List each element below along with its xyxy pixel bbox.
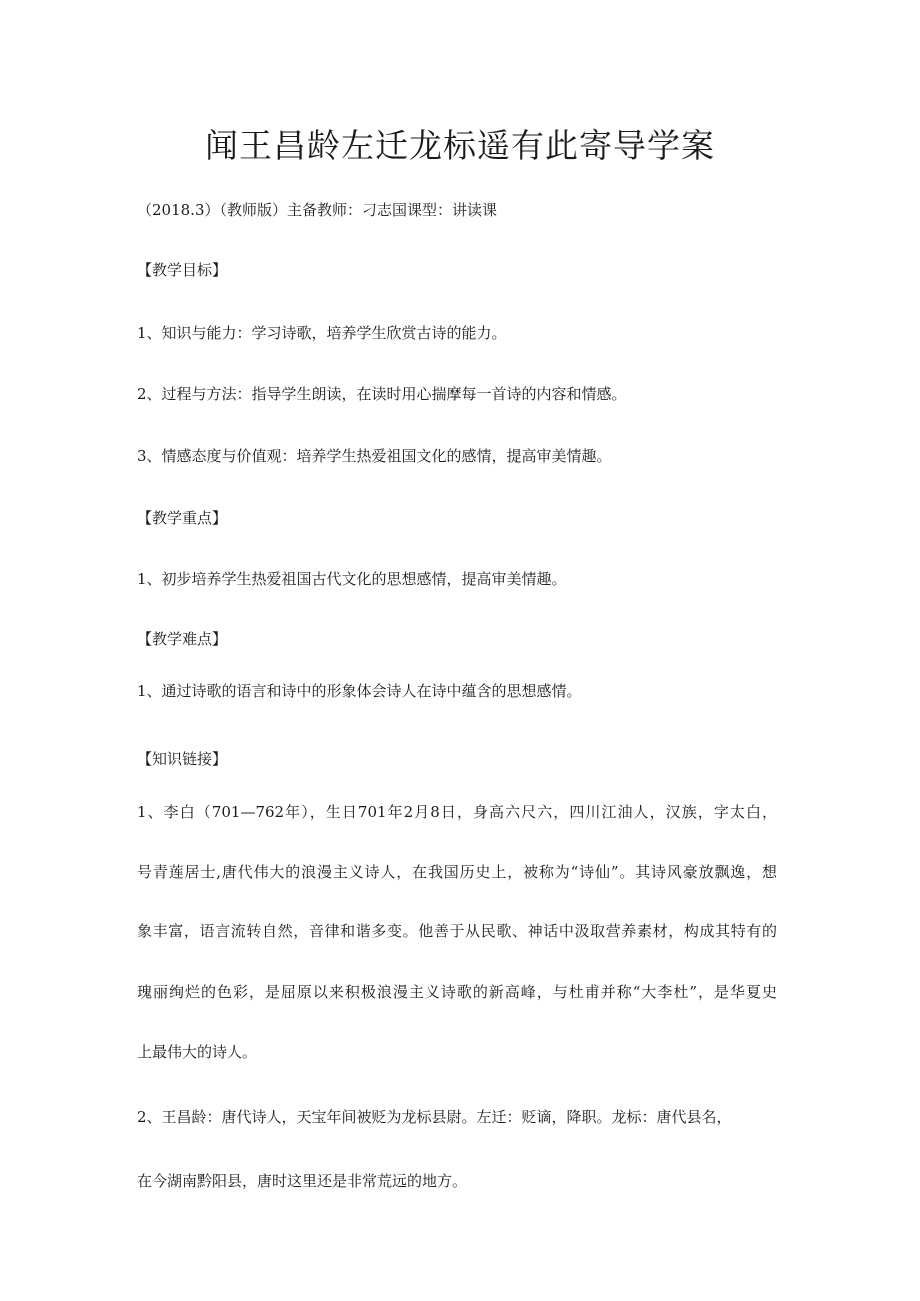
paragraph-line: 2、王昌龄：唐代诗人，天宝年间被贬为龙标县尉。左迁：贬谪，降职。龙标：唐代县名， bbox=[137, 1108, 732, 1126]
goal-item: 3、情感态度与价值观：培养学生热爱祖国文化的感情，提高审美情趣。 bbox=[137, 447, 612, 465]
key-point-item: 1、初步培养学生热爱祖国古代文化的思想感情，提高审美情趣。 bbox=[137, 570, 567, 588]
paragraph-line: 象丰富，语言流转自然，音律和谐多变。他善于从民歌、神话中汲取营养素材，构成其特有的 bbox=[137, 922, 777, 940]
paragraph-line: 1、李白（701—762年），生日701年2月8日，身高六尺六，四川江油人，汉族，字太白， bbox=[137, 803, 777, 821]
paragraph-line: 瑰丽绚烂的色彩，是屈原以来积极浪漫主义诗歌的新高峰，与杜甫并称“大李杜”，是华夏史 bbox=[137, 983, 777, 1001]
document-title: 闻王昌龄左迁龙标遥有此寄导学案 bbox=[205, 126, 715, 165]
goal-item: 2、过程与方法：指导学生朗读，在读时用心揣摩每一首诗的内容和情感。 bbox=[137, 385, 627, 403]
paragraph-line: 号青莲居士,唐代伟大的浪漫主义诗人，在我国历史上，被称为“诗仙”。其诗风豪放飘逸，想 bbox=[137, 863, 777, 881]
difficulty-item: 1、通过诗歌的语言和诗中的形象体会诗人在诗中蕴含的思想感情。 bbox=[137, 682, 582, 700]
section-heading-goals: 【教学目标】 bbox=[137, 261, 228, 279]
goal-item: 1、知识与能力：学习诗歌，培养学生欣赏古诗的能力。 bbox=[137, 324, 507, 342]
section-heading-key-points: 【教学重点】 bbox=[137, 509, 228, 527]
meta-line: （2018.3）（教师版）主备教师：刁志国课型：讲读课 bbox=[137, 201, 497, 219]
paragraph-line: 上最伟大的诗人。 bbox=[137, 1043, 258, 1061]
paragraph-line: 在今湖南黔阳县，唐时这里还是非常荒远的地方。 bbox=[137, 1172, 468, 1190]
section-heading-knowledge: 【知识链接】 bbox=[137, 750, 228, 768]
section-heading-difficulties: 【教学难点】 bbox=[137, 630, 228, 648]
